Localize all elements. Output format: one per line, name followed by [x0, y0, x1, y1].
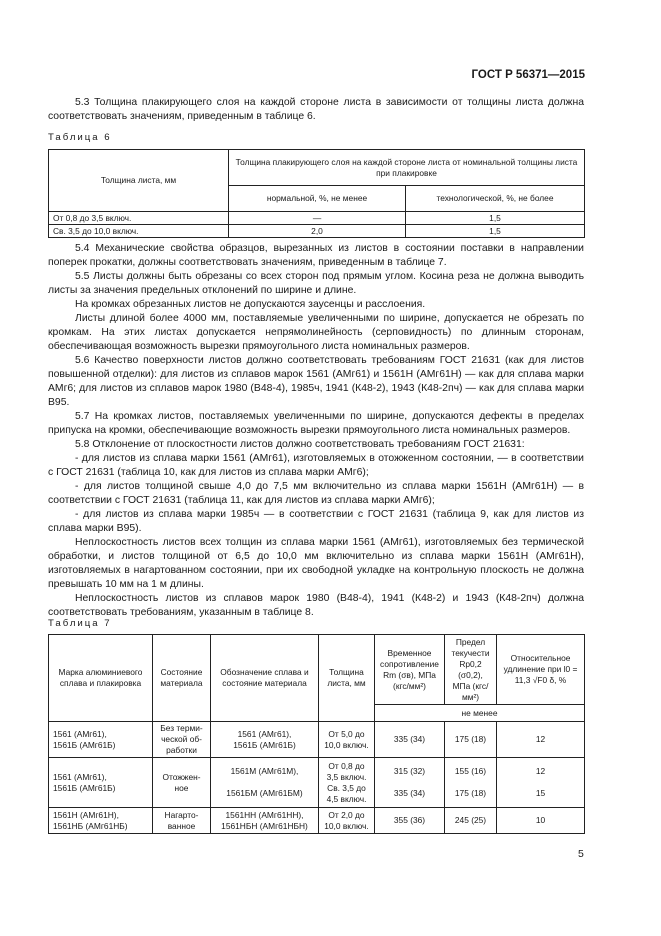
paragraph-5-5-long-sheets: Листы длиной более 4000 мм, поставляемые увеличенными по ширине, допускается не обрезать по кромкам. На этих листах допускается непрямолинейность (серповидность) по длинным сторонам, обеспечивающая возможность вырезки прямоугольного листа номинальных размеров.: [48, 313, 584, 352]
page-number: 5: [578, 848, 584, 860]
t7-cell-thickness: [319, 758, 375, 808]
list-item-5-8-b: - для листов толщиной свыше 4,0 до 7,5 мм включительно из сплава марки 1561Н (АМг61Н) — в соответствии с ГОСТ 21631 (таблица 11, как для листов из сплава марки АМг6);: [48, 481, 584, 506]
thickness-line: От 2,0 до: [328, 809, 365, 820]
t7-cell-thickness: [319, 808, 375, 834]
t7-cell-grade: 1561 (АМг61), 1561Б (АМг61Б): [49, 722, 153, 758]
paragraph-5-8-flatness: Неплоскостность листов всех толщин из сплава марки 1561 (АМг61), изготовляемых без термической обработки, и листов толщиной от 6,5 до 10,0 мм включительно из сплава марки 1561Н (АМг61Н), изготовляемых в нагартованном состоянии, при их свободной укладке на контрольную плоскость не должна превышать 10 мм на 1 м длины.: [48, 537, 584, 590]
table-row: [49, 212, 585, 225]
t6-header-normal: нормальной, %, не менее: [229, 186, 406, 212]
thickness-line: От 0,8 до: [328, 760, 365, 771]
paragraph-5-8-table8-ref: Неплоскостность листов из сплавов марок 1980 (В48-4), 1941 (К48-2) и 1943 (К48-2пч) должна соответствовать требованиям, указанным в таблице 8.: [48, 593, 584, 618]
t6-cell-thickness: От 0,8 до 3,5 включ.: [49, 212, 229, 225]
elongation-value: 12: [535, 766, 546, 776]
t7-cell-state: Без терми- ческой об- работки: [153, 722, 211, 758]
t6-header-tech: технологической, %, не более: [406, 186, 585, 212]
elongation-value: 15: [535, 788, 546, 798]
t7-cell-state: Отожжен- ное: [153, 758, 211, 808]
table7-caption: Таблица 7: [48, 618, 112, 629]
paragraph-5-5: 5.5 Листы должны быть обрезаны со всех сторон под прямым углом. Косина реза не должна выводить листы за значения предельных отклонений по ширине и длине.: [48, 271, 584, 296]
thickness-line: 3,5 включ.: [326, 771, 367, 782]
table-row: [49, 225, 585, 238]
t7-cell-designation: 1561НН (АМг61НН), 1561НБН (АМг61НБН): [211, 808, 319, 834]
t7-cell-state: Нагарто- ванное: [153, 808, 211, 834]
t7-cell-elongation: 12: [497, 722, 585, 758]
paragraph-5-4: 5.4 Механические свойства образцов, вырезанных из листов в состоянии поставки в направлении поперек прокатки, должны соответствовать значениям, приведенным в таблице 7.: [48, 243, 584, 268]
t6-cell-tech: 1,5: [406, 225, 585, 238]
t7-cell-grade: 1561Н (АМг61Н), 1561НБ (АМг61НБ): [49, 808, 153, 834]
t7-cell-grade: 1561 (АМг61), 1561Б (АМг61Б): [49, 758, 153, 808]
thickness-line: 10,0 включ.: [324, 820, 369, 831]
t7-cell-yield: 175 (18): [445, 722, 497, 758]
t7-header-state: Состояние материала: [153, 635, 211, 722]
t7-cell-designation: 1561 (АМг61), 1561Б (АМг61Б): [211, 722, 319, 758]
t7-header-yield: Предел текучести Rp0,2 (σ0,2), МПа (кгс/мм²): [445, 635, 497, 705]
t7-header-designation: Обозначение сплава и состояние материала: [211, 635, 319, 722]
paragraph-5-3: 5.3 Толщина плакирующего слоя на каждой стороне листа в зависимости от толщины листа должна соответствовать значениям, приведенным в таблице 6.: [48, 97, 584, 122]
t7-cell-elongation: [497, 758, 585, 808]
t7-cell-tensile: 355 (36): [375, 808, 445, 834]
yield-value: 155 (16): [454, 766, 487, 776]
t7-cell-tensile: [375, 758, 445, 808]
t7-cell-yield: 245 (25): [445, 808, 497, 834]
t7-header-elongation: Относительное удлинение при l0 = 11,3 √F0 δ, %: [497, 635, 585, 705]
t7-header-tensile: Временное сопротивление Rm (σв), МПа (кгс/мм²): [375, 635, 445, 705]
table-7: [48, 634, 585, 834]
thickness-line: 4,5 включ.: [326, 793, 367, 804]
t7-header-thickness: Толщина листа, мм: [319, 635, 375, 722]
paragraph-5-5-burrs: На кромках обрезанных листов не допускаются заусенцы и расслоения.: [75, 299, 426, 310]
yield-value: 175 (18): [454, 788, 487, 798]
t6-header-clad: Толщина плакирующего слоя на каждой стороне листа от номинальной толщины листа при плакировке: [229, 150, 585, 186]
thickness-line: Св. 3,5 до: [327, 782, 366, 793]
document-code: ГОСТ Р 56371—2015: [471, 69, 585, 81]
table-6: [48, 149, 585, 238]
table-row: [49, 808, 585, 834]
table-row: [49, 722, 585, 758]
t7-header-min: не менее: [375, 705, 585, 722]
list-item-5-8-c: - для листов из сплава марки 1985ч — в соответствии с ГОСТ 21631 (таблица 9, как для листов из сплава марки В95).: [48, 509, 584, 534]
t7-cell-yield: [445, 758, 497, 808]
paragraph-5-8: 5.8 Отклонение от плоскостности листов должно соответствовать требованиям ГОСТ 21631:: [75, 439, 525, 450]
t6-cell-tech: 1,5: [406, 212, 585, 225]
t7-cell-thickness: [319, 722, 375, 758]
t7-cell-elongation: 10: [497, 808, 585, 834]
table-row: [49, 758, 585, 808]
t7-cell-tensile: 335 (34): [375, 722, 445, 758]
t6-cell-normal: —: [229, 212, 406, 225]
t6-header-thickness: Толщина листа, мм: [49, 150, 229, 212]
t7-cell-designation: 1561М (АМг61М), 1561БМ (АМг61БМ): [211, 758, 319, 808]
t7-header-grade: Марка алюминиевого сплава и плакировка: [49, 635, 153, 722]
table6-caption: Таблица 6: [48, 132, 112, 143]
body-text-block: [48, 242, 584, 620]
thickness-line: От 5,0 до: [328, 728, 365, 739]
t6-cell-thickness: Св. 3,5 до 10,0 включ.: [49, 225, 229, 238]
paragraph-5-7: 5.7 На кромках листов, поставляемых увеличенными по ширине, допускаются дефекты в пределах припуска на кромки, обеспечивающие возможность вырезки прямоугольного листа номинальных размеров.: [48, 411, 584, 436]
thickness-line: 10,0 включ.: [324, 739, 369, 750]
tensile-value: 335 (34): [393, 788, 426, 798]
paragraph-5-6: 5.6 Качество поверхности листов должно соответствовать требованиям ГОСТ 21631 (как для листов повышенной отделки): для листов из сплавов марок 1561 (АМг61) и 1561Н (АМг61Н) — как для сплава марки АМг6; для листов из сплавов марок 1980 (В48-4), 1985ч, 1941 (К48-2), 1943 (К48-2пч) — как для сплава марки В95.: [48, 355, 584, 408]
t6-cell-normal: 2,0: [229, 225, 406, 238]
list-item-5-8-a: - для листов из сплава марки 1561 (АМг61), изготовляемых в отожженном состоянии, — в соответствии с ГОСТ 21631 (таблица 10, как для листов из сплава марки АМг6);: [48, 453, 584, 478]
tensile-value: 315 (32): [393, 766, 426, 776]
